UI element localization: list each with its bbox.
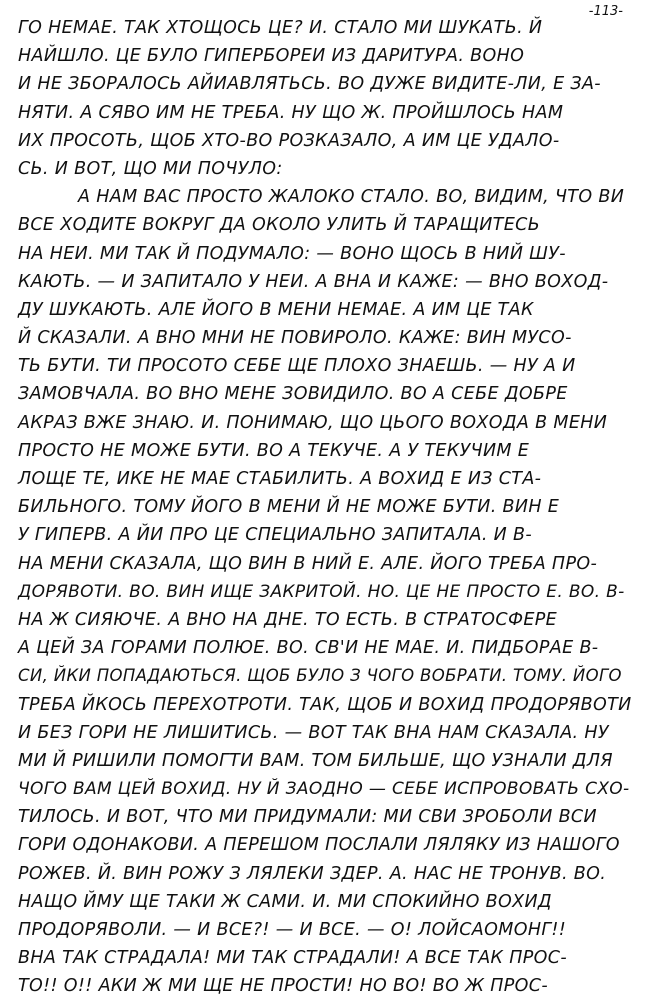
text-line: У ГИПЕРВ. А ЙИ ПРО ЦЕ СПЕЦИАЛЬНО ЗАПИТАЛА. И В-	[18, 525, 533, 546]
text-line: АКРАЗ ВЖЕ ЗНАЮ. И. ПОНИМАЮ, ЩО ЦЬОГО ВОХОДА В МЕНИ	[18, 412, 608, 433]
text-line: ПРОДОРЯВОЛИ. — И ВСЕ?! — И ВСЕ. — О! ЛОЙСАОМОНГ!!	[18, 920, 567, 940]
text-line: НАЙШЛО. ЦЕ БУЛО ГИПЕРБОРЕИ ИЗ ДАРИТУРА. ВОНО	[18, 46, 525, 67]
text-line: ГОРИ ОДОНАКОВИ. А ПЕРЕШОМ ПОСЛАЛИ ЛЯЛЯКУ ИЗ НАШОГО	[18, 835, 620, 856]
text-line: ИХ ПРОСОТЬ, ЩОБ ХТО-ВО РОЗКАЗАЛО, А ИМ ЦЕ УДАЛО-	[18, 130, 560, 151]
text-line: ДУ ШУКАЮТЬ. АЛЕ ЙОГО В МЕНИ НЕМАЕ. А ИМ ЦЕ ТАК	[18, 299, 534, 320]
text-line: ВНА ТАК СТРАДАЛА! МИ ТАК СТРАДАЛИ! А ВСЕ ТАК ПРОС-	[18, 948, 567, 969]
text-line: ЛОЩЕ ТЕ, ИКЕ НЕ МАЕ СТАБИЛИТЬ. А ВОХИД Е ИЗ СТА-	[18, 469, 542, 489]
text-line: НЯТИ. А СЯВО ИМ НЕ ТРЕБА. НУ ЩО Ж. ПРОЙШЛОСЬ НАМ	[18, 102, 564, 123]
text-line: И НЕ ЗБОРАЛОСЬ АЙИАВЛЯТЬСЬ. ВО ДУЖЕ ВИДИТЕ-ЛИ, Е ЗА-	[18, 74, 601, 95]
page-number: -113-	[588, 4, 623, 19]
text-line: ЧОГО ВАМ ЦЕЙ ВОХИД. НУ Й ЗАОДНО — СЕБЕ ИСПРОВОВАТЬ СХО-	[18, 779, 630, 800]
text-line: ПРОСТО НЕ МОЖЕ БУТИ. ВО А ТЕКУЧЕ. А У ТЕКУЧИМ Е	[18, 440, 530, 461]
text-line: СИ, ЙКИ ПОПАДАЮТЬСЯ. ЩОБ БУЛО З ЧОГО ВОБРАТИ. ТОМУ. ЙОГО	[18, 666, 622, 686]
text-line: ТИЛОСЬ. И ВОТ, ЧТО МИ ПРИДУМАЛИ: МИ СВИ ЗРОБОЛИ ВСИ	[18, 807, 597, 828]
text-line: РОЖЕВ. Й. ВИН РОЖУ З ЛЯЛЕКИ ЗДЕР. А. НАС НЕ ТРОНУВ. ВО.	[18, 863, 607, 884]
text-line: ТРЕБА ЙКОСЬ ПЕРЕХОТРОТИ. ТАК, ЩОБ И ВОХИД ПРОДОРЯВОТИ	[18, 694, 632, 715]
text-line: А НАМ ВАС ПРОСТО ЖАЛОКО СТАЛО. ВО, ВИДИМ, ЧТО ВИ	[78, 187, 625, 208]
handwritten-text-block	[18, 14, 633, 1001]
text-line: ЗАМОВЧАЛА. ВО ВНО МЕНЕ ЗОВИДИЛО. ВО А СЕБЕ ДОБРЕ	[18, 384, 568, 405]
text-line: ТЬ БУТИ. ТИ ПРОСОТО СЕБЕ ЩЕ ПЛОХО ЗНАЕШЬ. — НУ А И	[18, 356, 576, 377]
text-line: И БЕЗ ГОРИ НЕ ЛИШИТИСЬ. — ВОТ ТАК ВНА НАМ СКАЗАЛА. НУ	[18, 722, 609, 743]
text-line: ГО НЕМАЕ. ТАК ХТОЩОСЬ ЦЕ? И. СТАЛО МИ ШУКАТЬ. Й	[18, 18, 543, 38]
text-line: ДОРЯВОТИ. ВО. ВИН ИЩЕ ЗАКРИТОЙ. НО. ЦЕ НЕ ПРОСТО Е. ВО. В-	[18, 581, 625, 602]
text-line: А ЦЕЙ ЗА ГОРАМИ ПОЛЮЕ. ВО. СВ'И НЕ МАЕ. И. ПИДБОРАЕ В-	[18, 638, 599, 659]
text-line: НА Ж СИЯЮЧЕ. А ВНО НА ДНЕ. ТО ЕСТЬ. В СТРАТОСФЕРЕ	[18, 609, 558, 630]
text-line: НА НЕИ. МИ ТАК Й ПОДУМАЛО: — ВОНО ЩОСЬ В НИЙ ШУ-	[18, 243, 566, 264]
text-line: НАЩО ЙМУ ЩЕ ТАКИ Ж САМИ. И. МИ СПОКИЙНО ВОХИД	[18, 891, 552, 912]
text-line: НА МЕНИ СКАЗАЛА, ЩО ВИН В НИЙ Е. АЛЕ. ЙОГО ТРЕБА ПРО-	[18, 553, 598, 574]
text-line: Й СКАЗАЛИ. А ВНО МНИ НЕ ПОВИРОЛО. КАЖЕ: ВИН МУСО-	[18, 328, 572, 349]
text-line: СЬ. И ВОТ, ЩО МИ ПОЧУЛО:	[18, 158, 283, 179]
text-line: ТО!! О!! АКИ Ж МИ ЩЕ НЕ ПРОСТИ! НО ВО! ВО Ж ПРОС-	[18, 976, 549, 997]
text-line: БИЛЬНОГО. ТОМУ ЙОГО В МЕНИ Й НЕ МОЖЕ БУТИ. ВИН Е	[18, 497, 560, 518]
text-line: КАЮТЬ. — И ЗАПИТАЛО У НЕИ. А ВНА И КАЖЕ: — ВНО ВОХОД-	[18, 271, 609, 292]
text-line: ВСЕ ХОДИТЕ ВОКРУГ ДА ОКОЛО УЛИТЬ Й ТАРАЩИТЕСЬ	[18, 215, 541, 236]
text-line: МИ Й РИШИЛИ ПОМОГТИ ВАМ. ТОМ БИЛЬШЕ, ЩО УЗНАЛИ ДЛЯ	[18, 750, 613, 771]
